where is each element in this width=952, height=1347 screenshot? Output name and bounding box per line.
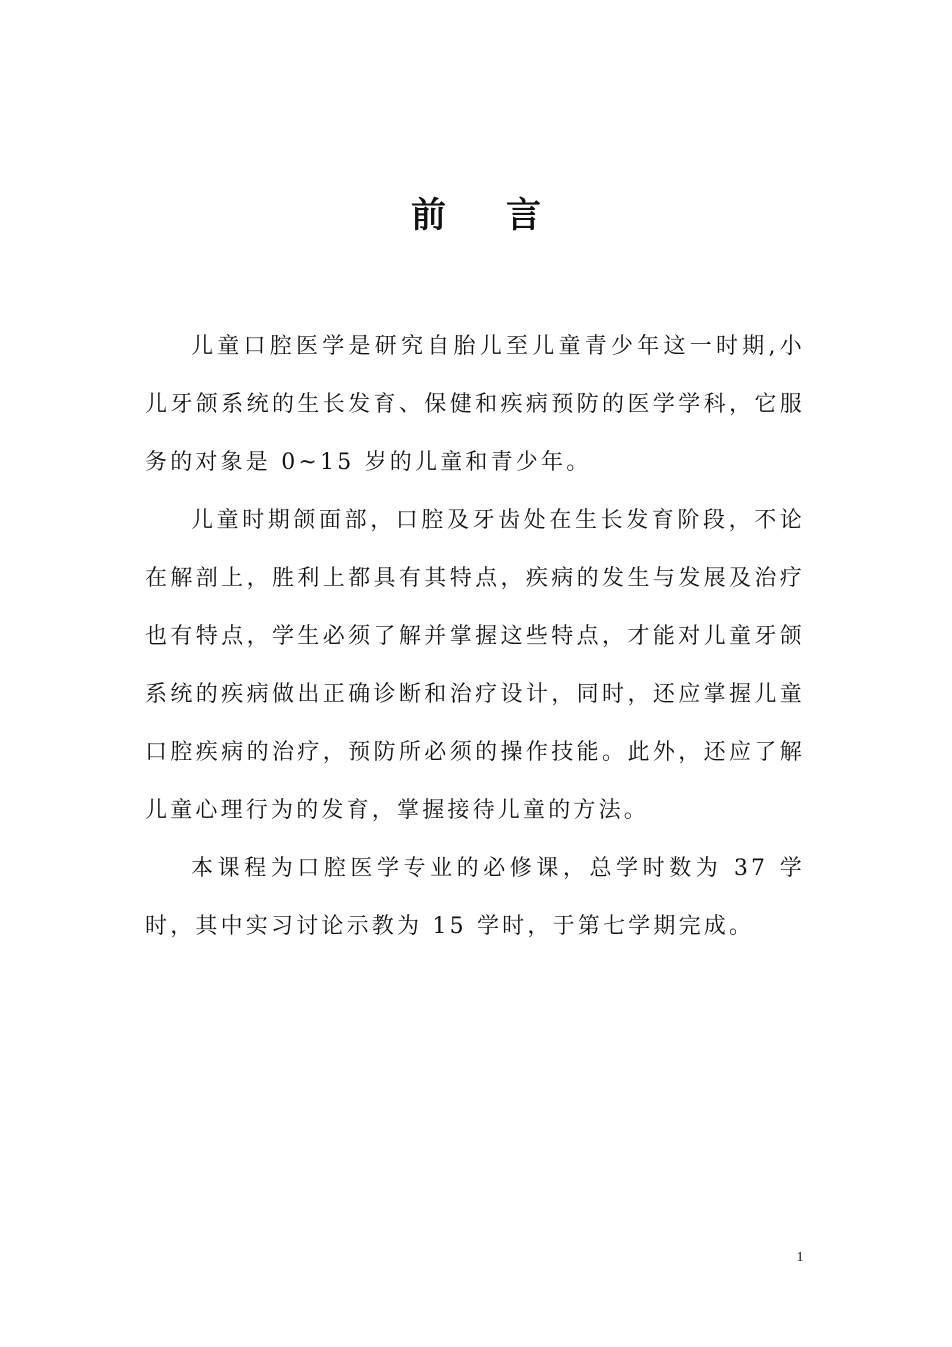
paragraph-3: 本课程为口腔医学专业的必修课，总学时数为 37 学时，其中实习讨论示教为 15 学时，于第七学期完成。 [145,856,805,939]
page-title [0,188,952,244]
title-char-1: 前 [410,196,446,236]
paragraph-2: 儿童时期颌面部，口腔及牙齿处在生长发育阶段，不论在解剖上，胜利上都具有其特点，疾病的发生与发展及治疗也有特点，学生必须了解并掌握这些特点，才能对儿童牙颌系统的疾病做出正确诊断和治疗设计，同时，还应掌握儿童口腔疾病的治疗，预防所必须的操作技能。此外，还应了解儿童心理行为的发育，掌握接待儿童的方法。 [145,508,805,823]
preface-body [145,318,805,956]
title-char-2: 言 [506,196,542,236]
paragraph-1: 儿童口腔医学是研究自胎儿至儿童青少年这一时期,小儿牙颌系统的生长发育、保健和疾病预防的医学学科，它服务的对象是 0~15 岁的儿童和青少年。 [145,334,805,475]
page-number: 1 [796,1250,804,1265]
